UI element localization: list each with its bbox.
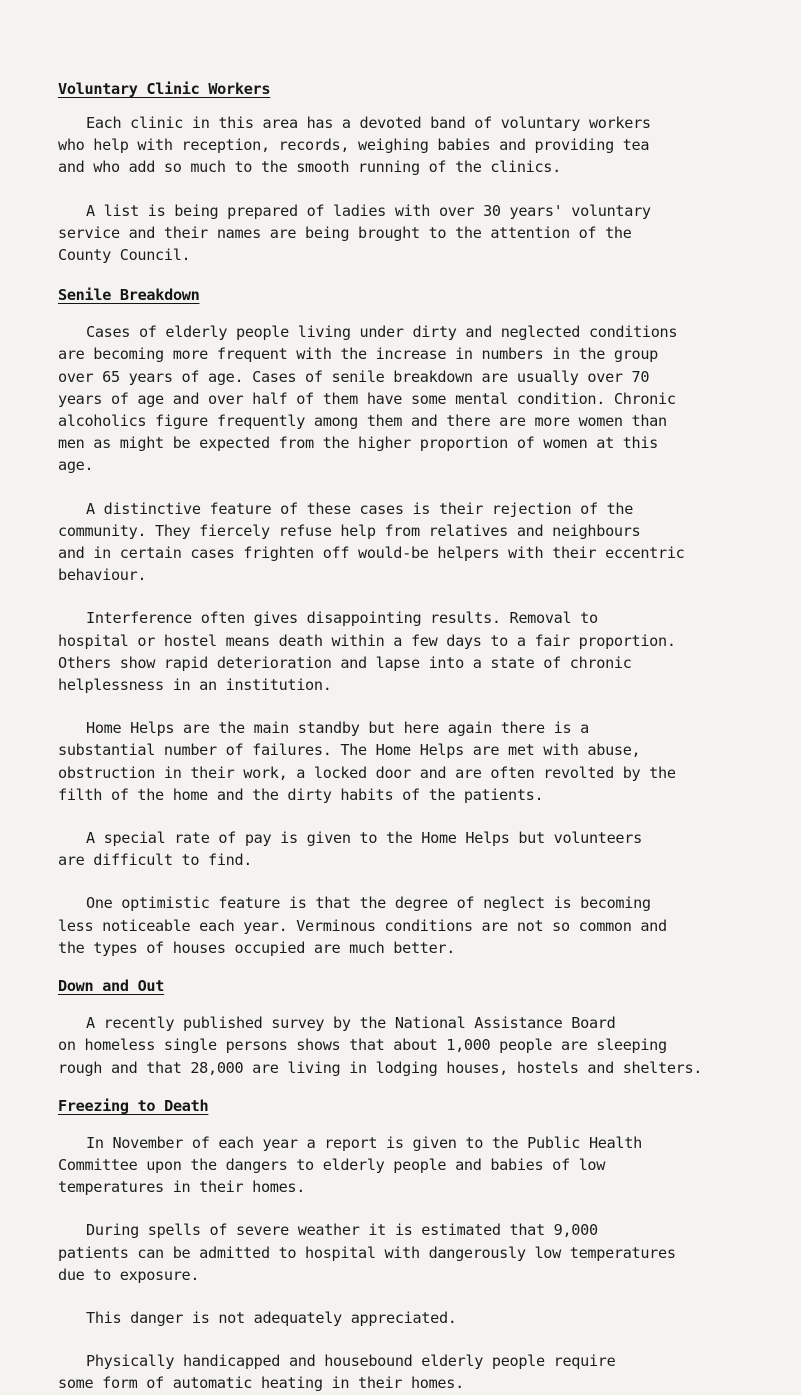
paragraph-line: are difficult to find.	[58, 851, 253, 870]
paragraph-line: substantial number of failures. The Home Helps are met with abuse,	[58, 741, 641, 760]
paragraph	[58, 1219, 778, 1286]
paragraph-line: and who add so much to the smooth running of the clinics.	[58, 158, 561, 177]
paragraph-line: Home Helps are the main standby but here again there is a	[86, 719, 589, 738]
paragraph-line: A distinctive feature of these cases is their rejection of the	[86, 499, 634, 518]
paragraph-line: age.	[58, 456, 94, 475]
paragraph-line: hospital or hostel means death within a few days to a fair proportion.	[58, 631, 676, 650]
paragraph-line: temperatures in their homes.	[58, 1178, 306, 1197]
paragraph	[58, 321, 778, 476]
paragraph	[58, 1132, 778, 1199]
paragraph-line: obstruction in their work, a locked door and are often revolted by the	[58, 763, 676, 782]
paragraph	[58, 1307, 778, 1329]
section-heading-down-and-out: Down and Out	[58, 977, 165, 996]
paragraph-line: and in certain cases frighten off would-be helpers with their eccentric	[58, 544, 685, 563]
paragraph	[58, 112, 778, 179]
paragraph-line: Physically handicapped and housebound elderly people require	[86, 1352, 616, 1371]
paragraph-line: community. They fiercely refuse help from relatives and neighbours	[58, 521, 641, 540]
paragraph-line: on homeless single persons shows that about 1,000 people are sleeping	[58, 1036, 667, 1055]
paragraph-line: due to exposure.	[58, 1265, 200, 1284]
paragraph-line: some form of automatic heating in their homes.	[58, 1374, 464, 1393]
paragraph-line: Each clinic in this area has a devoted band of voluntary workers	[86, 114, 651, 132]
document-body	[58, 78, 778, 1395]
paragraph	[58, 892, 778, 959]
paragraph-line: are becoming more frequent with the increase in numbers in the group	[58, 345, 659, 364]
paragraph-line: During spells of severe weather it is estimated that 9,000	[86, 1221, 598, 1240]
paragraph	[58, 1350, 778, 1394]
paragraph-line: In November of each year a report is given to the Public Health	[86, 1133, 642, 1152]
paragraph-line: rough and that 28,000 are living in lodging houses, hostels and shelters.	[58, 1058, 703, 1077]
paragraph-line: Others show rapid deterioration and lapse into a state of chronic	[58, 653, 632, 672]
paragraph-line: filth of the home and the dirty habits of the patients.	[58, 785, 544, 804]
paragraph-line: men as might be expected from the higher proportion of women at this	[58, 434, 659, 453]
paragraph	[58, 498, 778, 587]
paragraph-line: helplessness in an institution.	[58, 676, 332, 695]
paragraph-line: service and their names are being brought to the attention of the	[58, 223, 632, 242]
paragraph-line: One optimistic feature is that the degree of neglect is becoming	[86, 894, 651, 913]
paragraph	[58, 607, 778, 696]
paragraph-line: patients can be admitted to hospital with dangerously low temperatures	[58, 1243, 676, 1262]
paragraph-line: years of age and over half of them have some mental condition. Chronic	[58, 389, 676, 408]
paragraph-line: A recently published survey by the National Assistance Board	[86, 1014, 616, 1033]
paragraph-line: County Council.	[58, 246, 191, 265]
paragraph-line: who help with reception, records, weighing babies and providing tea	[58, 136, 650, 155]
paragraph	[58, 717, 778, 806]
section-heading-voluntary-clinic-workers: Voluntary Clinic Workers	[58, 80, 271, 98]
paragraph-line: less noticeable each year. Verminous conditions are not so common and	[58, 916, 667, 935]
paragraph	[58, 1012, 778, 1079]
paragraph-line: A special rate of pay is given to the Home Helps but volunteers	[86, 829, 642, 848]
paragraph-line: the types of houses occupied are much better.	[58, 938, 456, 957]
paragraph-line: behaviour.	[58, 566, 147, 585]
paragraph-line: over 65 years of age. Cases of senile breakdown are usually over 70	[58, 367, 650, 386]
paragraph-line: Interference often gives disappointing results. Removal to	[86, 609, 598, 628]
paragraph-line: Committee upon the dangers to elderly people and babies of low	[58, 1155, 606, 1174]
paragraph-line: This danger is not adequately appreciated.	[86, 1308, 457, 1327]
paragraph-line: Cases of elderly people living under dirty and neglected conditions	[86, 323, 678, 342]
paragraph	[58, 827, 778, 871]
paragraph	[58, 200, 778, 267]
section-heading-freezing-to-death: Freezing to Death	[58, 1096, 209, 1115]
section-heading-senile-breakdown: Senile Breakdown	[58, 286, 200, 305]
paragraph-line: alcoholics figure frequently among them and there are more women than	[58, 412, 667, 431]
paragraph-line: A list is being prepared of ladies with over 30 years' voluntary	[86, 201, 651, 220]
